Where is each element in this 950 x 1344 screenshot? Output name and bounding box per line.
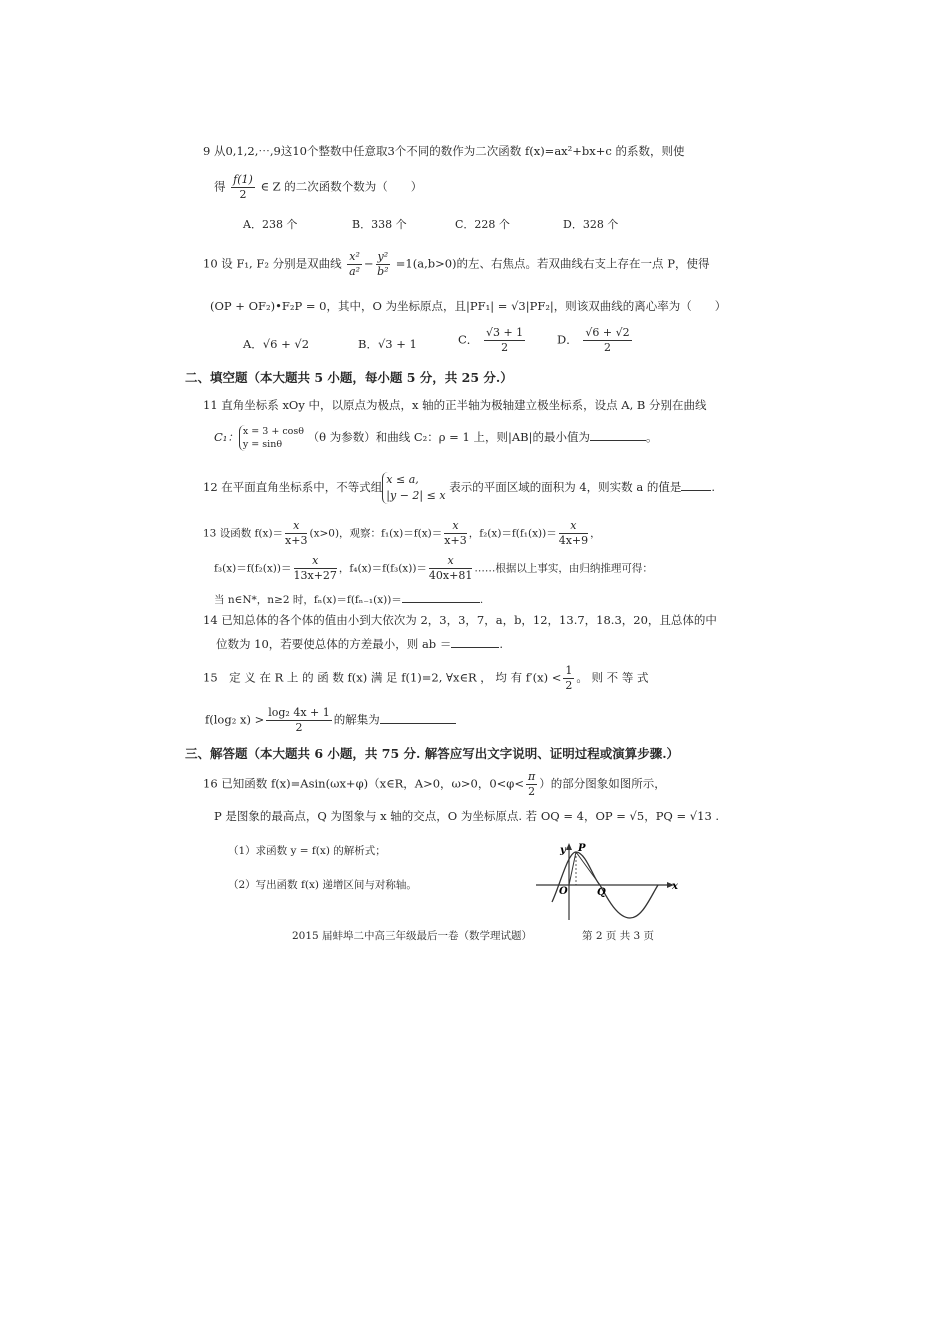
q16-label-y: y [560, 845, 566, 856]
section3-heading: 三、解答题（本大题共 6 小题，共 75 分. 解答应写出文字说明、证明过程或演算步骤.） [185, 746, 680, 761]
q9-frac-den: 2 [239, 188, 247, 201]
q15-rhs-frac [266, 706, 332, 735]
q9-line1: 9 从0,1,2,⋯,9这10个整数中任意取3个不同的数作为二次函数 f(x)=ax²+bx+c 的系数，则使 [203, 144, 685, 158]
q10-f1-den: a² [349, 265, 361, 278]
q10-option-d [557, 326, 634, 355]
q14-line2 [216, 635, 503, 652]
q9-line2-prefix: 得 [214, 179, 226, 194]
q12-line [203, 472, 715, 504]
q15-half-num: 1 [565, 664, 573, 677]
q10-f2-den: b² [377, 265, 389, 278]
section2-heading: 二、填空题（本大题共 5 小题，每小题 5 分，共 25 分.） [185, 370, 513, 385]
q13-l1-a: 13 设函数 f(x)＝ [203, 527, 284, 540]
q10-minus: − [363, 256, 374, 271]
q13-l2-a: f₃(x)＝f(f₂(x))＝ [214, 562, 292, 575]
q10-optd-den: 2 [604, 341, 611, 354]
q16-label-p: P [578, 843, 586, 854]
q16-pi-frac [526, 770, 537, 799]
q12-suffix: 表示的平面区域的面积为 4，则实数 a 的值是 [449, 480, 682, 494]
q16-segment-pq [576, 852, 600, 885]
q13-f4-num: x [429, 554, 472, 569]
q13-f4-frac [429, 554, 472, 583]
q9-fraction [231, 173, 255, 202]
q13-l1-c: ，f₂(x)＝f(f₁(x))＝ [468, 527, 557, 540]
q9-option-c: C．228 个 [455, 218, 510, 231]
q11-sys1: x = 3 + cosθ [242, 426, 304, 437]
q11-system [239, 425, 304, 451]
q9-frac-num: f(1) [233, 173, 253, 186]
q9-option-b: B．338 个 [352, 218, 407, 231]
q13-line2 [214, 554, 653, 583]
q11-line2-text: （θ 为参数）和曲线 C₂：ρ = 1 上，则|AB|的最小值为 [307, 430, 590, 444]
q10-frac-x [347, 250, 362, 279]
q16-pi-num: π [528, 770, 536, 783]
q13-f1-den: x+3 [444, 534, 467, 547]
q11-end: 。 [645, 430, 658, 444]
footer-title: 2015 届蚌埠二中高三年级最后一卷（数学理试题） [292, 930, 533, 942]
q10-option-c [458, 326, 527, 355]
q13-line3 [214, 590, 483, 608]
q16-sub2: （2）写出函数 f(x) 递增区间与对称轴。 [228, 879, 417, 891]
q16-line2: P 是图象的最高点，Q 为图象与 x 轴的交点，O 为坐标原点. 若 OQ = 4，OP = √5，PQ = √13 . [214, 809, 720, 823]
q15-rhs-den: 2 [295, 721, 303, 734]
q10-option-b: B．√3 + 1 [358, 337, 417, 351]
q16-line1-b: ）的部分图象如图所示， [539, 776, 666, 791]
q10-option-a: A．√6 + √2 [243, 337, 310, 351]
q11-answer-blank[interactable] [590, 428, 646, 441]
q10-line1-b: =1(a,b>0)的左、右焦点。若双曲线右支上存在一点 P，使得 [395, 256, 710, 271]
q12-prefix: 12 在平面直角坐标系中，不等式组 [203, 480, 383, 494]
q15-line1-a: 15 定 义 在 R 上 的 函 数 f(x) 满 足 f(1)=2, ∀x∈R ， 均 有 f′(x) < [203, 670, 562, 685]
q13-l1-d: ， [590, 527, 601, 540]
q13-f3-frac [294, 554, 337, 583]
q16-sub1: （1）求函数 y = f(x) 的解析式； [228, 845, 386, 857]
q16-line1 [203, 770, 666, 799]
q15-answer-blank[interactable] [380, 711, 456, 724]
q12-sys1: x ≤ a, [386, 473, 419, 486]
q10-line1-a: 10 设 F₁, F₂ 分别是双曲线 [203, 256, 342, 271]
q13-l3: 当 n∈N*，n≥2 时，fₙ(x)＝f(fₙ₋₁(x))＝ [214, 594, 402, 606]
q10-frac-y [376, 250, 391, 279]
q16-label-x: x [672, 881, 678, 892]
q13-fx-num: x [285, 519, 307, 534]
q11-c1-label: C₁： [214, 430, 239, 444]
q16-y-arrow [566, 843, 572, 850]
q13-f3-den: 13x+27 [293, 569, 337, 582]
q15-line1-b: 。 则 不 等 式 [576, 670, 649, 685]
q14-line2-text: 位数为 10，若要使总体的方差最小，则 ab ＝ [216, 637, 452, 651]
q14-end: . [499, 637, 503, 651]
q15-line2-b: 的解集为 [333, 712, 380, 727]
q10-optd-frac [583, 326, 631, 355]
q10-optc-frac [484, 326, 525, 355]
q13-fx-den: x+3 [285, 534, 308, 547]
q15-rhs-num: log₂ 4x + 1 [268, 706, 330, 719]
q12-end: . [711, 480, 715, 494]
q13-line1 [203, 519, 601, 548]
q13-l2-b: ，f₄(x)＝f(f₃(x))＝ [338, 562, 427, 575]
q13-f4-den: 40x+81 [428, 569, 473, 582]
q13-f2-frac [559, 519, 588, 548]
q13-f1-frac [444, 519, 466, 548]
q16-line1-a: 16 已知函数 f(x)=Asin(ωx+φ)（x∈R，A>0，ω>0，0<φ< [203, 776, 524, 791]
q10-optc-label: C． [458, 332, 479, 347]
q15-line1 [203, 664, 649, 693]
q15-line2-a: f(log₂ x) > [205, 712, 265, 727]
q14-answer-blank[interactable] [451, 635, 499, 648]
q10-optc-den: 2 [501, 341, 509, 354]
q15-line2 [205, 706, 456, 735]
q12-sys2: |y − 2| ≤ x [386, 489, 446, 502]
q10-f2-num: y² [377, 250, 389, 263]
q9-line2 [214, 173, 422, 202]
q10-optd-num: √6 + √2 [585, 326, 630, 339]
q13-fx-frac [285, 519, 307, 548]
q12-answer-blank[interactable] [681, 478, 711, 491]
q13-l1-b: (x>0)，观察：f₁(x)＝f(x)＝ [309, 527, 443, 540]
q13-f2-den: 4x+9 [558, 534, 589, 547]
q13-answer-blank[interactable] [402, 590, 480, 603]
q16-pi-den: 2 [528, 785, 536, 798]
q16-sine-graph [534, 840, 684, 922]
q10-line2: (OP + OF₂)•F₂P = 0，其中，O 为坐标原点，且|PF₁| = √3|PF₂|，则该双曲线的离心率为（ ） [210, 299, 727, 313]
q11-sys2: y = sinθ [242, 439, 283, 450]
q11-line2 [214, 425, 657, 451]
q13-f3-num: x [294, 554, 337, 569]
q13-end: . [479, 594, 484, 606]
q10-optd-label: D． [557, 332, 578, 347]
q15-half-frac [563, 664, 574, 693]
q10-line1 [203, 250, 709, 279]
q14-line1: 14 已知总体的各个体的值由小到大依次为 2，3，3，7，a，b，12，13.7，18.3，20，且总体的中 [203, 613, 717, 627]
q15-half-den: 2 [565, 679, 573, 692]
q10-optc-num: √3 + 1 [485, 326, 524, 339]
q10-f1-num: x² [349, 250, 360, 263]
q16-label-q: Q [597, 887, 606, 898]
q11-line1: 11 直角坐标系 xOy 中，以原点为极点，x 轴的正半轴为极轴建立极坐标系，设点 A, B 分别在曲线 [203, 398, 707, 412]
q16-label-o: O [559, 886, 568, 897]
q9-option-a: A．238 个 [243, 218, 298, 231]
q13-f1-num: x [444, 519, 466, 534]
q9-option-d: D．328 个 [563, 218, 619, 231]
q9-line2-suffix: ∈ Z 的二次函数个数为（ ） [260, 179, 423, 194]
q12-system [382, 472, 445, 504]
footer-page-number: 第 2 页 共 3 页 [582, 930, 655, 942]
q13-f2-num: x [559, 519, 588, 534]
q13-l2-c: ……根据以上事实，由归纳推理可得： [474, 562, 653, 575]
